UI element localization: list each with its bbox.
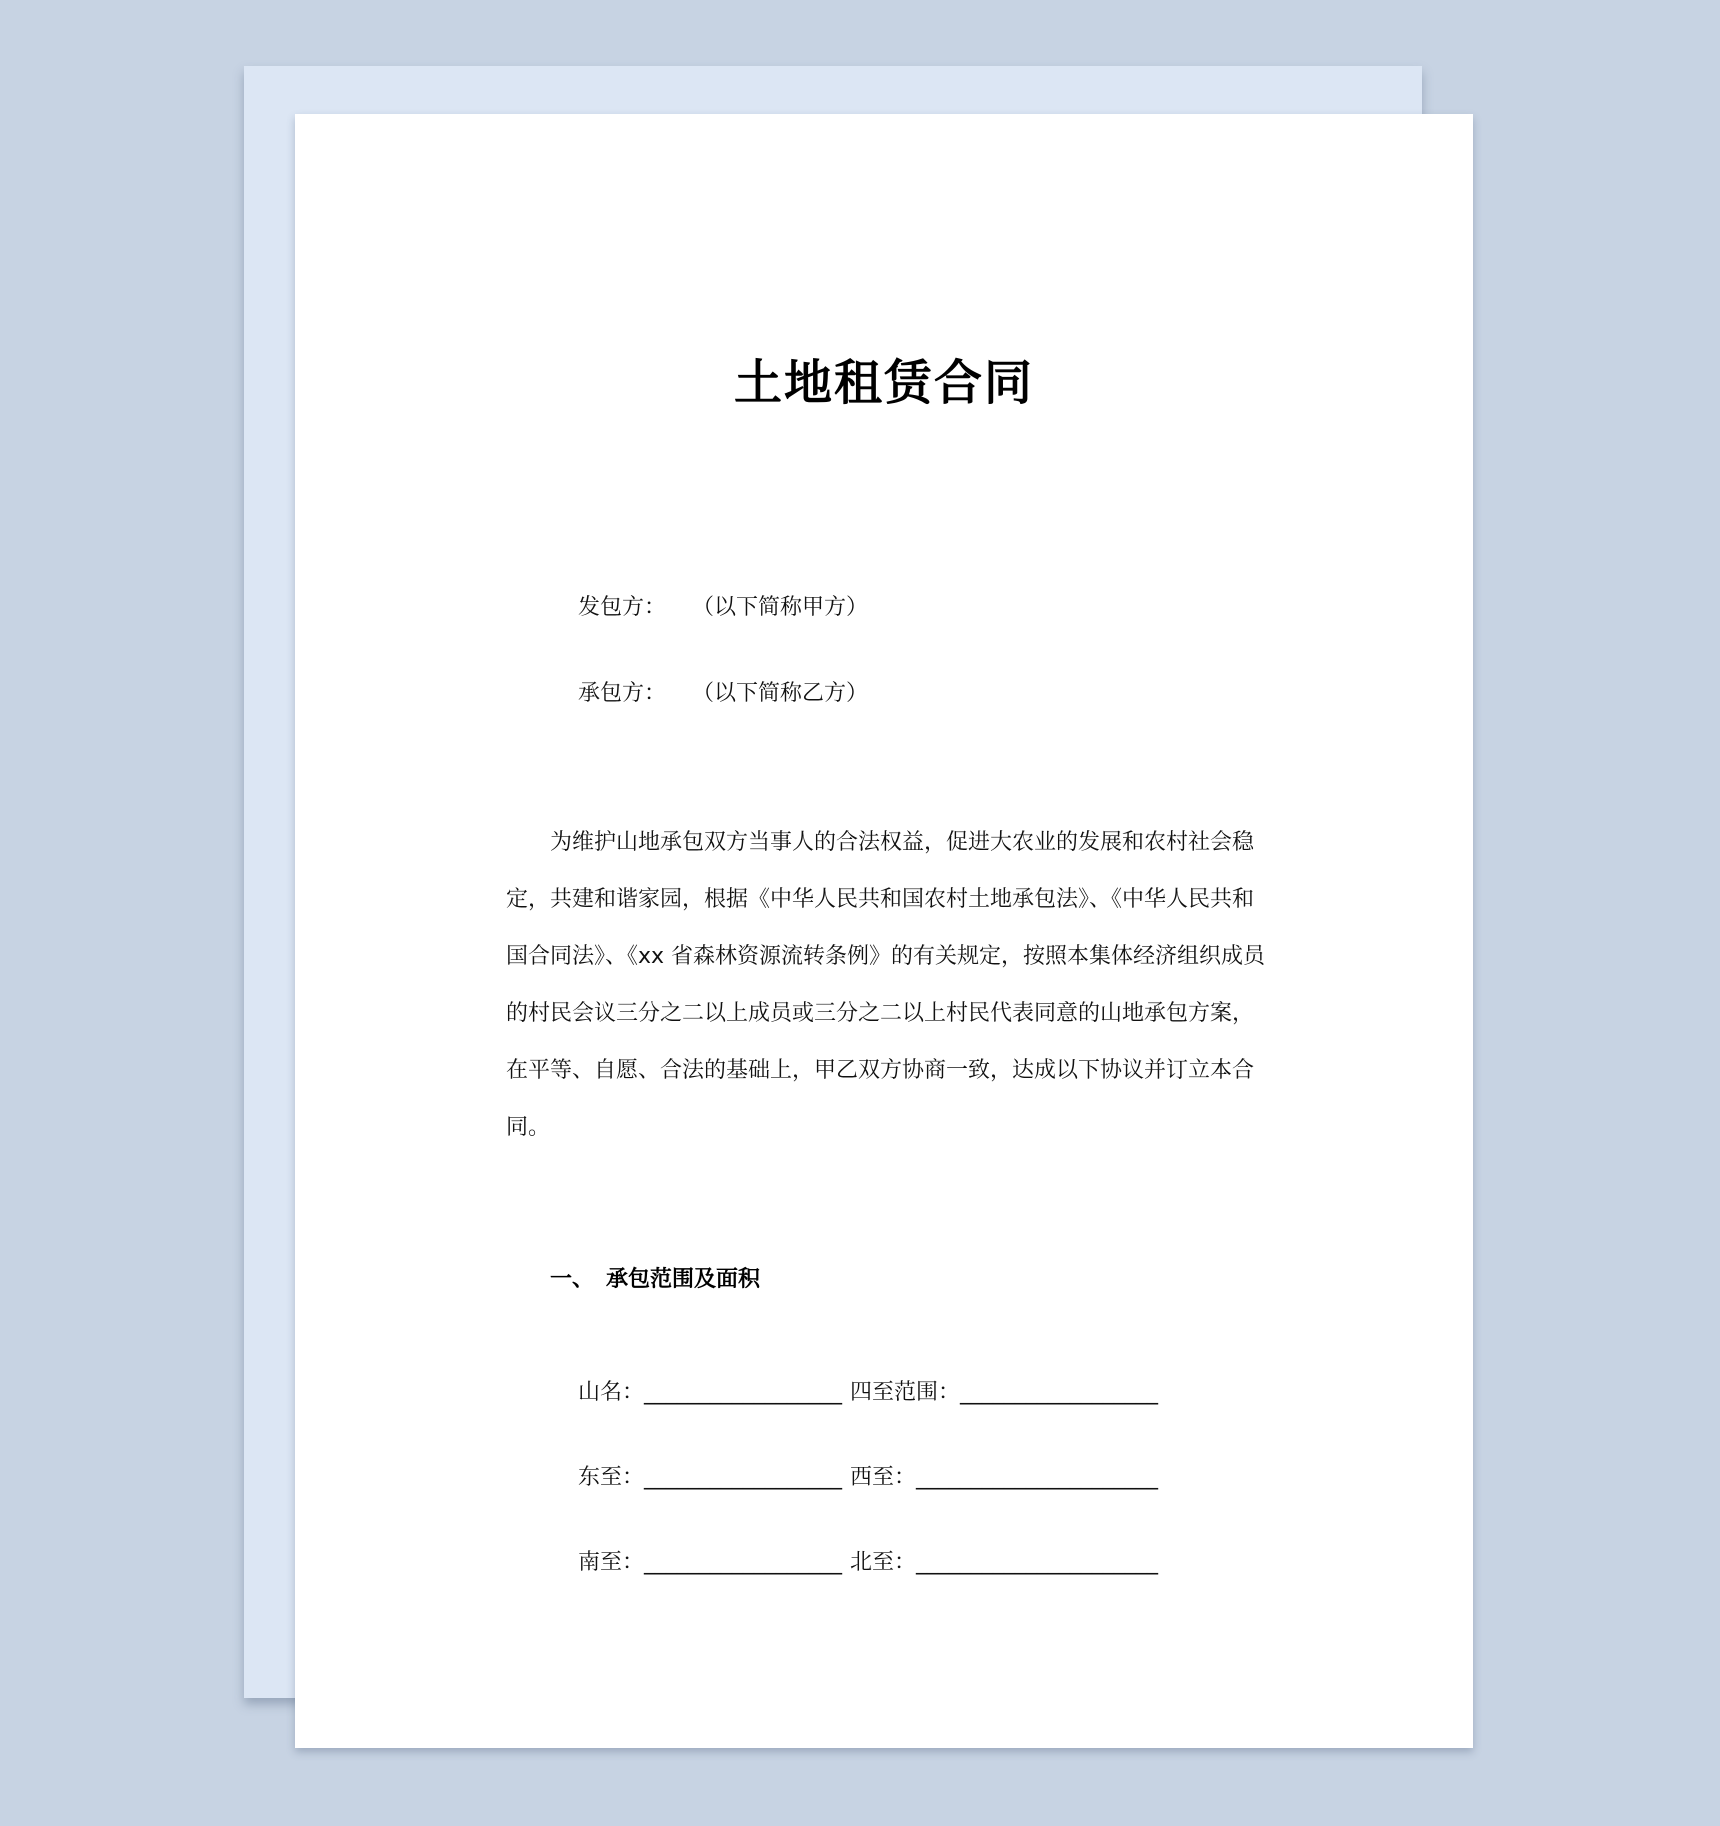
boundary-range-field: 四至范围：__________________ — [850, 1380, 1159, 1405]
west-boundary-field: 西至：______________________ — [850, 1465, 1159, 1490]
intro-line: 为维护山地承包双方当事人的合法权益，促进大农业的发展和农村社会稳 — [550, 830, 1255, 855]
intro-line: 的村民会议三分之二以上成员或三分之二以上村民代表同意的山地承包方案， — [506, 1001, 1255, 1026]
party-b-line — [550, 649, 868, 739]
document-title: 土地租赁合同 — [733, 355, 1034, 411]
section-1-heading — [550, 1262, 760, 1293]
intro-paragraph — [506, 814, 1266, 1156]
intro-line: 同。 — [506, 1115, 551, 1140]
north-boundary-field: 北至：______________________ — [850, 1550, 1159, 1575]
field-row-mountain — [550, 1348, 1158, 1438]
party-a-label: 发包方： — [577, 595, 666, 620]
field-row-east-west — [550, 1433, 1158, 1523]
party-a-line — [550, 563, 868, 653]
mountain-name-field: 山名：__________________ — [577, 1380, 842, 1405]
party-b-note: （以下简称乙方） — [692, 681, 869, 706]
south-boundary-field: 南至：__________________ — [577, 1550, 842, 1575]
east-boundary-field: 东至：__________________ — [577, 1465, 842, 1490]
intro-line: 在平等、自愿、合法的基础上，甲乙双方协商一致，达成以下协议并订立本合 — [506, 1058, 1255, 1083]
party-b-label: 承包方： — [577, 681, 666, 706]
field-row-south-north — [550, 1518, 1158, 1608]
intro-line: 国合同法》、《xx 省森林资源流转条例》的有关规定，按照本集体经济组织成员 — [506, 944, 1266, 969]
section-1-title: 承包范围及面积 — [606, 1267, 761, 1292]
document-page — [295, 114, 1473, 1748]
section-1-number: 一、 — [550, 1267, 595, 1292]
party-a-note: （以下简称甲方） — [692, 595, 869, 620]
intro-line: 定，共建和谐家园，根据《中华人民共和国农村土地承包法》、《中华人民共和 — [506, 887, 1255, 912]
